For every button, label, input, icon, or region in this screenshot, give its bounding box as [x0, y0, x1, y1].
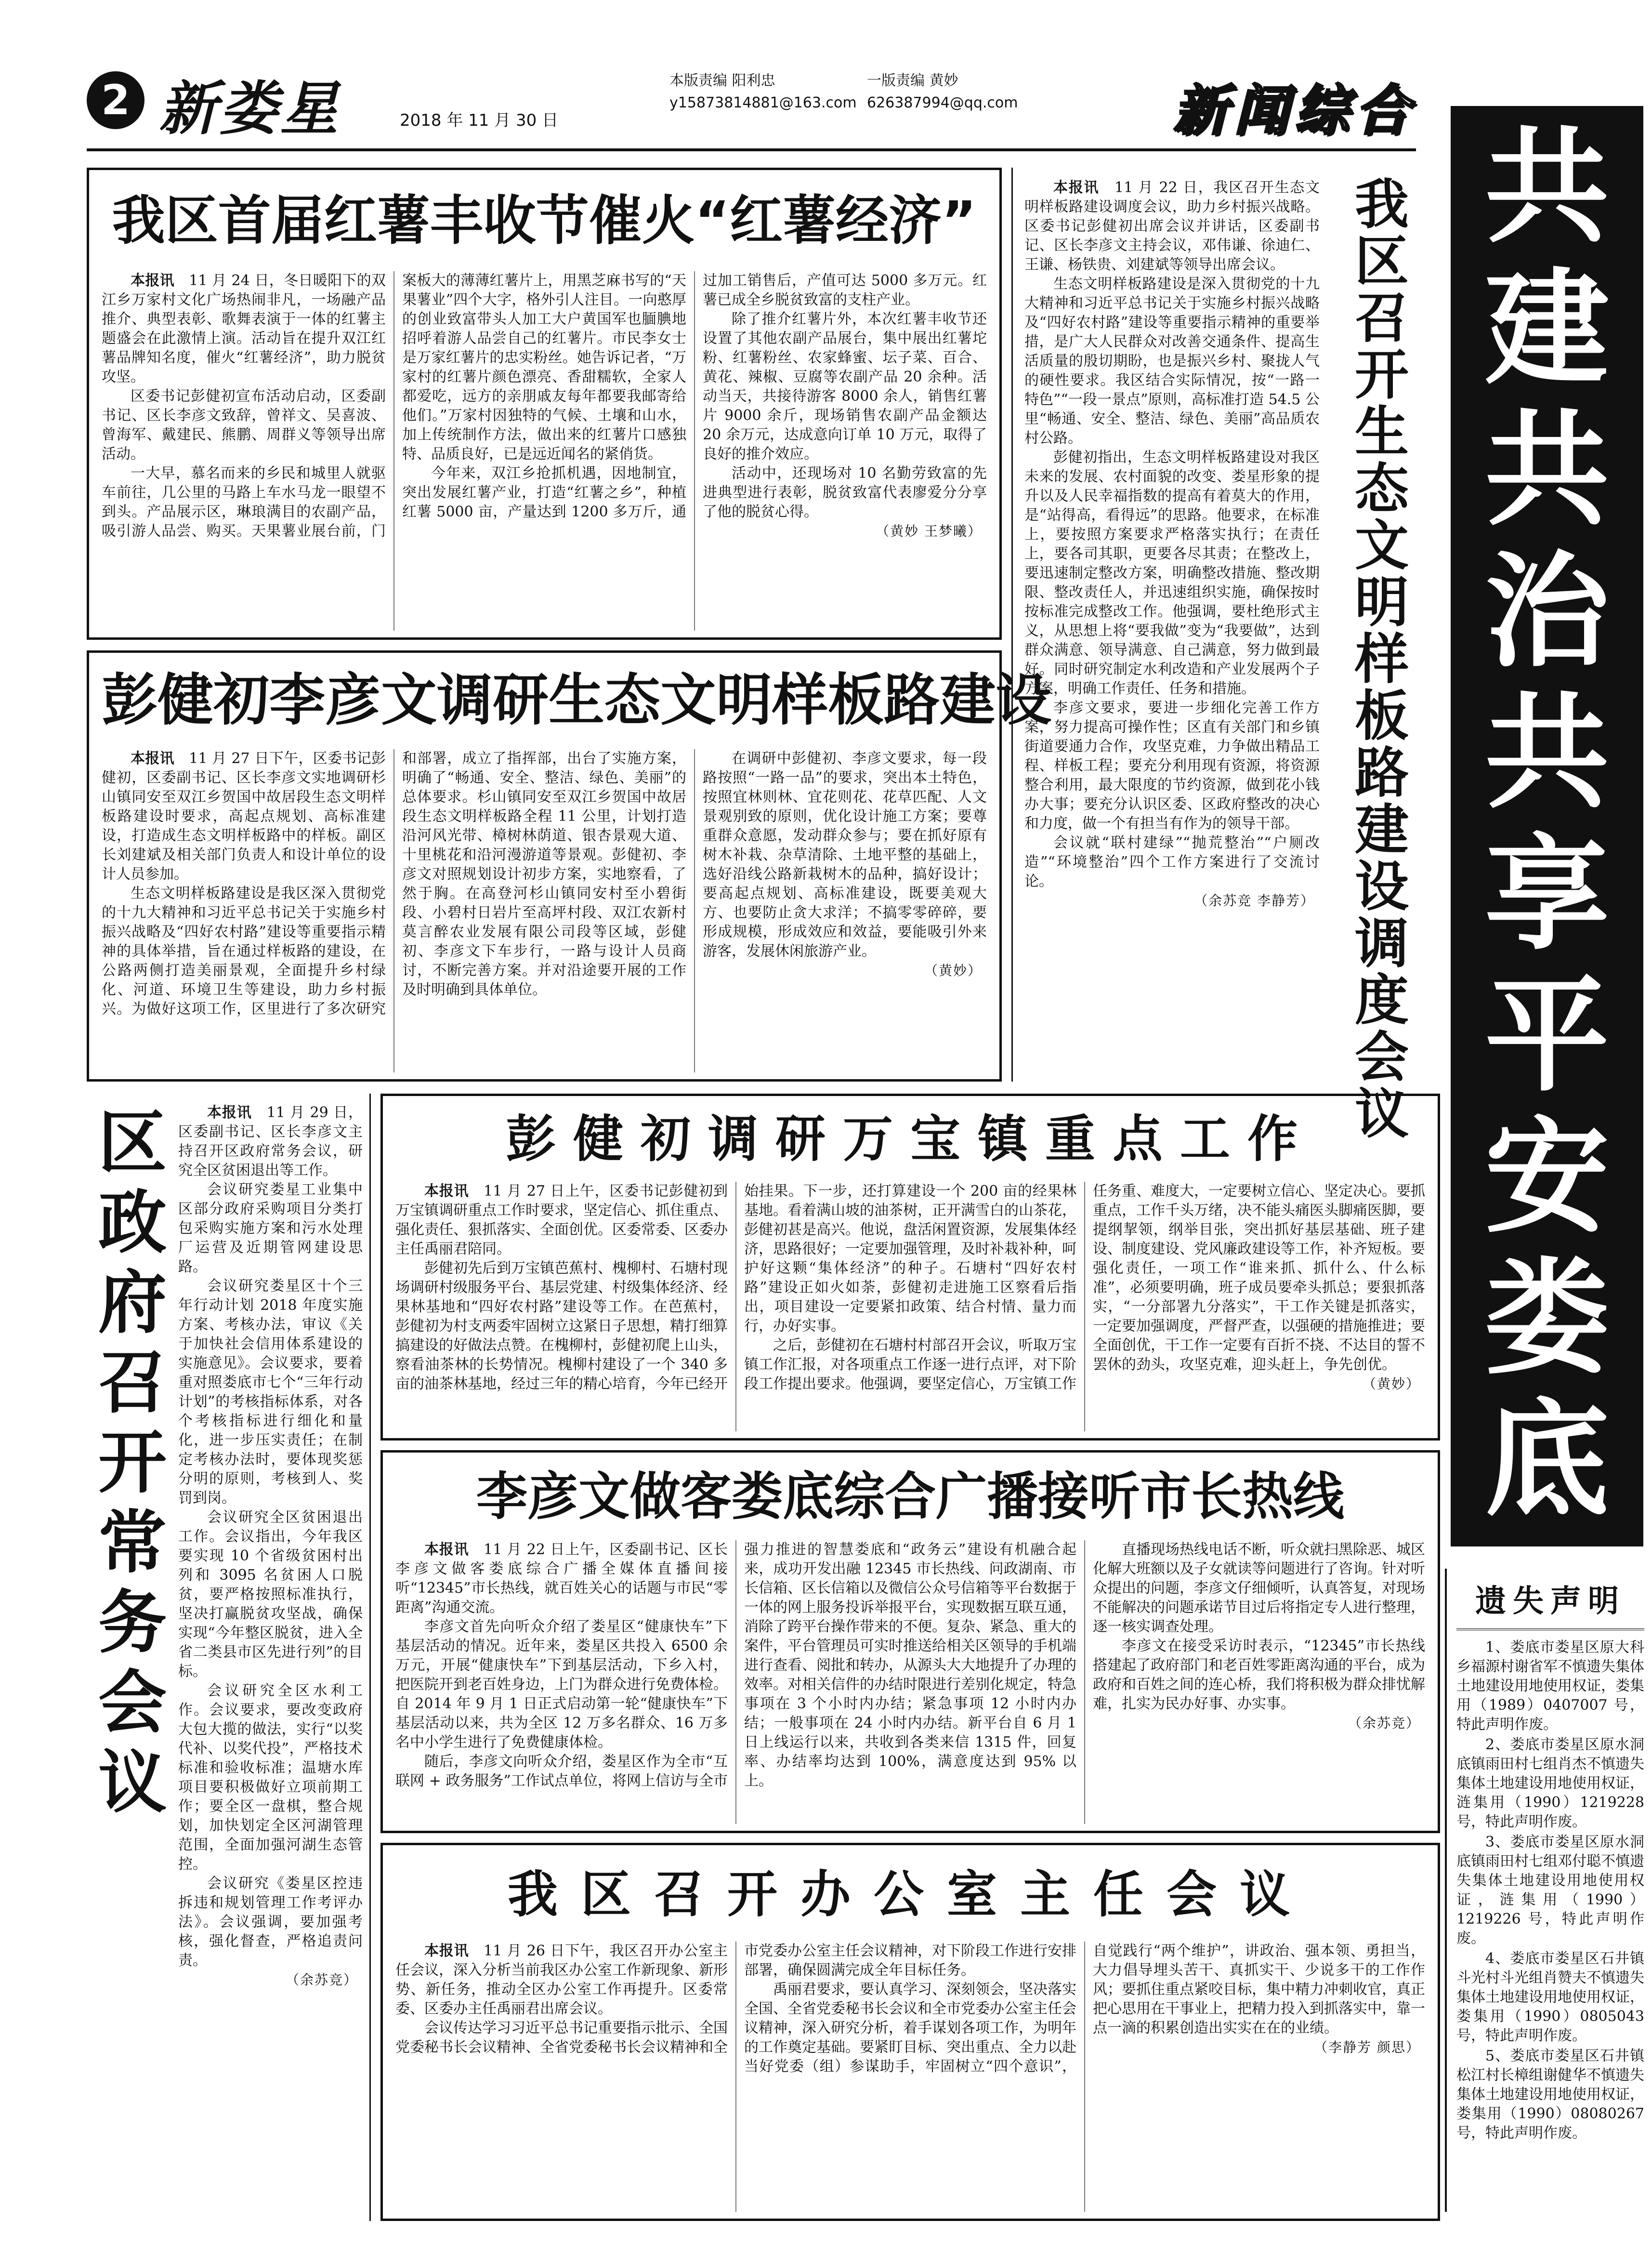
lost-notice-item: 4、娄底市娄星区石井镇斗光村斗光组肖赞夫不慎遗失集体土地建设用地使用权证，娄集用（1990）0805043 号，特此声明作废。 — [1456, 1950, 1644, 2044]
article-paragraph: 一大早，慕名而来的乡民和城里人就驱车前往，几公里的马路上车水马龙一眼望不到头。产品展示区，琳琅满目的农副产品，吸引游人品尝、购买。天果薯业展台前，门案板大的薄薄红薯片上，用黑芝麻书写的“天果薯业”四个大字，格外引人注目。一向憨厚的创业致富带头人加工大户黄国军也腼腆地招呼着游人品尝自己的红薯片。市民李女士是万家红薯片的忠实粉丝。她告诉记者，“万家村的红薯片颜色漂亮、香甜糯软，全家人都爱吃，远方的亲朋戚友每年都要我邮寄给他们。”万家村因独特的气候、土壤和山水，加上传统制作方法，做出来的红薯片口感独特、品质良好，已是远近闻名的紧俏货。 — [102, 272, 686, 540]
article-paragraph: 随后，李彦文向听众介绍，娄星区作为全市“互联网 + 政务服务”工作试点单位，将网上信访与全市强力推进的智慧娄底和“政务云”建设有机融合起来，成功开发出融 12345 市长热线、问政湖南、市长信箱、区长信箱以及微信公众号信箱等平台数据于一体的网上服务投诉举报平台，实现数据互联互通，消除了跨平台操作带来的不便。复杂、紧急、重大的案件，平台管理员可实时推送给相关区领导的手机端进行查看、阅批和转办，从源头大大地提升了办理的效率。对相关信件的办结时限进行差别化规定，特急事项在 3 个小时内办结；紧急事项 12 小时内办结；一般事项在 24 小时内办结。新平台自 6 月 1 日上线运行以来，共收到各类来信 1315 件，回复率、办结率均达到 100%，满意度达到 95% 以上。 — [395, 1541, 1076, 1789]
lost-notice-body — [1456, 1638, 1644, 2144]
article-paragraph — [178, 1103, 363, 1180]
publication-date: 2018 年 11 月 30 日 — [400, 111, 559, 130]
article-body — [395, 1942, 1425, 2212]
article-byline: （余苏竞） — [1348, 1715, 1420, 1731]
page-editor-email: y15873814881@163.com — [669, 94, 857, 111]
article-paragraph: 会议研究娄星工业集中区部分政府采购项目分类打包采购实施方案和污水处理厂运营及近期管网建设思路。 — [178, 1181, 363, 1275]
article-paragraph: 直播现场热线电话不断，听众就扫黑除恶、城区化解大班额以及子女就读等问题进行了咨询。针对听众提出的问题，李彦文仔细倾听，认真答复，对现场不能解决的问题承诺节目过后将指定专人进行整理，逐一核实调查处理。 — [1093, 1541, 1425, 1635]
dateline-tag: 本报讯 — [207, 1104, 252, 1121]
page-number: 2 — [87, 71, 144, 129]
article-paragraph: 禹丽君要求，要认真学习、深刻领会，坚决落实全国、全省党委秘书长会议和全市党委办公室主任会议精神，深入研究分析，着手谋划各项工作，为明年的工作奠定基础。要紧盯目标、突出重点、全力以赴当好党委（组）参谋助手，牢固树立“四个意识”，自觉践行“两个维护”，讲政治、强本领、勇担当，大力倡导埋头苦干、真抓实干、少说多干的工作作风；要抓住重点紧咬目标，集中精力冲刺收官，真正把心思用在干事业上，把精力投入到抓落实中，靠一点一滴的积累创造出实实在在的业绩。 — [744, 1943, 1425, 2075]
article-paragraph-text: 11 月 27 日下午，区委书记彭健初，区委副书记、区长李彦文实地调研杉山镇同安至双江乡贺国中故居段生态文明样板路建设时要求，高起点规划、高标准建设，打造成生态文明样板路中的样板。副区长刘建斌及相关部门负责人和设计单位的设计人员参加。 — [102, 750, 386, 883]
lost-notice-item: 3、娄底市娄星区原水洞底镇雨田村七组邓付聪不慎遗失集体土地建设用地使用权证，涟集用（1990）1219226 号，特此声明作废。 — [1456, 1834, 1644, 1947]
banner-character: 安 — [1485, 1105, 1609, 1250]
article-sweet-potato — [87, 168, 1002, 640]
article-hotline — [380, 1450, 1440, 1833]
lost-notice-item: 1、娄底市娄星区原大科乡福源村谢省军不慎遗失集体土地建设用地使用权证，娄集用（1989）0407007 号，特此声明作废。 — [1456, 1639, 1644, 1733]
article-paragraph — [1024, 178, 1320, 275]
article-byline: （李静芳 颜思） — [1314, 2039, 1420, 2055]
article-paragraph: 在调研中彭健初、李彦文要求，每一段路按照“一路一品”的要求，突出本土特色，按照宜林则林、宜花则花、花草匹配、人文景观别致的原则，优化设计施工方案；要尊重群众意愿，发动群众参与；要在抓好原有树木补栽、杂草清除、土地平整的基础上，选好沿线公路新栽树木的品种，搞好设计；要高起点规划、高标准建设，既要美观大方、也要防止贪大求洋；不搞零零碎碎，要形成规模，形成效应和效益，要能吸引外来游客，发展休闲旅游产业。 — [703, 750, 987, 960]
dateline-tag: 本报讯 — [1053, 179, 1100, 196]
article-headline: 彭健初调研万宝镇重点工作 — [505, 1110, 1315, 1168]
article-paragraph: 活动中，还现场对 10 名勤劳致富的先进典型进行表彰，脱贫致富代表廖爱分分享了他的脱贫心得。 — [703, 465, 987, 520]
masthead — [87, 63, 1416, 145]
article-byline: （黄妙） — [924, 963, 982, 978]
article-paragraph: 李彦文要求，要进一步细化完善工作方案，努力提高可操作性；区直有关部门和乡镇街道要通力合作，攻坚克难，力争做出精品工程、样板工程；要充分利用现有资源，将资源整合利用，最大限度的节约资源，做到花小钱办大事；要充分认识区委、区政府整改的决心和力度，做一个有担当有作为的领导干部。 — [1024, 700, 1320, 832]
article-paragraph-text: 11 月 22 日，我区召开生态文明样板路建设调度会议，助力乡村振兴战略。区委书记彭健初出席会议并讲话，区委副书记、区长李彦文主持会议，邓伟谦、徐迪仁、王谦、杨铁贵、刘建斌等领导出席会议。 — [1024, 179, 1320, 273]
article-paragraph — [395, 1942, 728, 2019]
dateline-tag: 本报讯 — [424, 1541, 469, 1558]
article-paragraph: 会议就“联村建绿”“抛荒整治”“户厕改造”“环境整治”四个工作方案进行了交流讨论。 — [1024, 834, 1320, 890]
article-eco-meeting — [1011, 168, 1440, 1146]
section-title: 新闻综合 — [1173, 79, 1416, 142]
dateline-tag: 本报讯 — [424, 1183, 469, 1200]
article-paragraph: 会议研究全区水利工作。会议要求，要改变政府大包大揽的做法，实行“以奖代补、以奖代投”，严格技术标准和验收标准；温塘水库项目要积极做好立项前期工作；要全区一盘棋，整合规划，加快划定全区河湖管理范围，全面加强河湖生态管控。 — [178, 1682, 363, 1873]
article-paragraph-text: 11 月 26 日下午，我区召开办公室主任会议，深入分析当前我区办公室工作新现象、新形势、新任务，推动全区办公室工作再提升。区委常委、区委办主任禹丽君出席会议。 — [395, 1943, 728, 2017]
article-byline: （余苏竞 李静芳） — [1194, 893, 1315, 909]
article-paragraph: 生态文明样板路建设是我区深入贯彻党的十九大精神和习近平总书记关于实施乡村振兴战略及“四好农村路”建设等重要指示精神的具体举措，旨在通过样板路的建设，在公路两侧打造美丽景观，全面提升乡村绿化、河道、环境卫生等建设，助力乡村振兴。为做好这项工作，区里进行了多次研究和部署，成立了指挥部，出台了实施方案，明确了“畅通、安全、整洁、绿色、美丽”的总体要求。杉山镇同安至双江乡贺国中故居段生态文明样板路全程 11 公里，计划打造沿河风光带、樟树林荫道、银杏景观大道、十里桃花和沿河漫游道等景观。彭健初、李彦文对照规划设计初步方案，实地察看，了然于胸。在高登河杉山镇同安村至小碧街段、小碧村日岩片至高坪村段、双江农新村莫言醉农业发展有限公司段等区域，彭健初、李彦文下车步行，一路与设计人员商讨，不断完善方案。并对沿途要开展的工作及时明确到具体单位。 — [102, 750, 686, 1018]
article-paragraph: 除了推介红薯片外，本次红薯丰收节还设置了其他农副产品展台，集中展出红薯坨粉、红薯粉丝、农家蜂蜜、坛子菜、百合、黄花、辣椒、豆腐等农副产品 20 余种。活动当天，共接待游客 8000 余人，销售红薯片 9000 余斤，现场销售农副产品金额达 20 余万元，达成意向订单 10 万元，取得了良好的推介效应。 — [703, 311, 987, 463]
article-paragraph: 李彦文首先向听众介绍了娄星区“健康快车”下基层活动的情况。近年来，娄星区共投入 6500 余万元，开展“健康快车”下到基层活动，下乡入村，把医院开到老百姓身边，上门为群众进行免费体检。自 2014 年 9 月 1 日正式启动第一轮“健康快车”下基层活动以来，共为全区 12 万多名群众、16 万多名中小学生进行了免费健康体检。 — [395, 1618, 728, 1751]
article-body — [395, 1182, 1425, 1431]
masthead-rule — [87, 148, 1416, 151]
article-wanbao — [380, 1094, 1440, 1441]
article-paragraph: 彭健初先后到万宝镇芭蕉村、槐柳村、石塘村现场调研村级服务平台、基层党建、村级集体经济、经果林基地和“四好农村路”建设等工作。在芭蕉村，彭健初为村支两委牢固树立这紧日子思想，精打细算搞建设的好做法点赞。在槐柳村，彭健初爬上山头，察看油茶林的长势情况。槐柳村建设了一个 340 多亩的油茶林基地，经过三年的精心培育，今年已经开始挂果。下一步，还打算建设一个 200 亩的经果林基地。看着满山坡的油茶树，正开满雪白的山茶花，彭健初甚是高兴。他说，盘活闲置资源，发展集体经济，思路很好；一定要加强管理，及时补栽补种，呵护好这颗“集体经济”的种子。石塘村“四好农村路”建设正如火如荼，彭健初走进施工区察看后指出，项目建设一定要紧扣政策、结合村情、量力而行，办好实事。 — [395, 1183, 1076, 1392]
article-headline: 彭健初李彦文调研生态文明样板路建设 — [102, 668, 1051, 733]
article-paragraph: 之后，彭健初在石塘村村部召开会议，听取万宝镇工作汇报，对各项重点工作逐一进行点评，对下阶段工作提出要求。他强调，要坚定信心，万宝镇工作任务重、难度大，一定要树立信心、坚定决心。要抓重点，工作千头万绪，决不能头痛医头脚痛医脚，要提纲挈领，纲举目张，突出抓好基层基础、班子建设、制度建设、党风廉政建设等工作，补齐短板。要强化责任，一项工作“谁来抓、抓什么、什么标准”，必须要明确，班子成员要牵头抓总；要狠抓落实，“一分部署九分落实”，干工作关键是抓落实，一定要加强调度，严督严查，以强硬的措施推进；要全面创优，干工作一定要有百折不挠、不达目的誓不罢休的劲头，攻坚克难，迎头赶上，争先创优。 — [744, 1183, 1425, 1392]
article-body — [178, 1103, 363, 2211]
dateline-tag: 本报讯 — [131, 750, 174, 767]
article-gov-meeting — [87, 1094, 371, 2221]
lost-notice-item: 2、娄底市娄星区原水洞底镇雨田村七组肖杰不慎遗失集体土地建设用地使用权证，涟集用（1990）1219228 号，特此声明作废。 — [1456, 1736, 1644, 1830]
article-paragraph: 会议研究全区贫困退出工作。会议指出，今年我区要实现 10 个省级贫困村出列和 3095 名贫困人口脱贫，要严格按照标准执行，坚决打赢脱贫攻坚战，确保实现“今年整区脱贫，进入全省二类县市区先进行列”的目标。 — [178, 1509, 363, 1680]
banner-character: 共 — [1485, 398, 1609, 543]
article-paragraph: 彭健初指出，生态文明样板路建设对我区未来的发展、农村面貌的改变、娄星形象的提升以及人民幸福指数的提高有着莫大的作用，是“站得高，看得远”的思路。他要求，在标准上，要按照方案要求严格落实执行；在责任上，要各司其职，更要各尽其责；在整改上，要迅速制定整改方案，明确整改措施、整改期限、整改责任人，并迅速组织实施，确保按时按标准完成整改工作。他强调，要杜绝形式主义，从思想上将“要我做”变为“我要做”，达到群众满意、领导满意、自己满意，努力做到最好。同时研究制定水利改造和产业发展两个子方案，明确工作责任、任务和措施。 — [1024, 449, 1320, 697]
banner-character: 底 — [1485, 1388, 1609, 1533]
front-page-editor-email: 626387994@qq.com — [867, 94, 1018, 111]
article-paragraph: 会议研究《娄星区控违拆违和规划管理工作考评办法》。会议强调，要加强考核，强化督查，严格追责问责。 — [178, 1875, 363, 1969]
article-paragraph-text: 11 月 27 日上午，区委书记彭健初到万宝镇调研重点工作时要求，坚定信心、抓住重点、强化责任、狠抓落实、全面创优。区委常委、区委办主任禹丽君陪同。 — [395, 1183, 728, 1257]
article-byline: （余苏竞） — [285, 1972, 358, 1988]
banner-character: 治 — [1485, 539, 1609, 684]
article-body — [102, 749, 987, 1072]
article-paragraph — [102, 271, 386, 387]
article-paragraph-text: 11 月 24 日，冬日暖阳下的双江乡万家村文化广场热闹非凡，一场融产品推介、典型表彰、歌舞表演于一体的红薯主题盛会在此激情上演。活动旨在提升双江红薯品牌知名度，催火“红薯经济”，助力脱贫攻坚。 — [102, 272, 386, 385]
article-headline-vertical: 区 政 府 召 开 常 务 会 议 — [98, 1103, 167, 1823]
article-paragraph-text: 11 月 22 日上午，区委副书记、区长李彦文做客娄底综合广播全媒体直播间接听“12345”市长热线，就百姓关心的话题与市民“零距离”沟通交流。 — [395, 1541, 728, 1616]
article-paragraph-text: 11 月 29 日，区委副书记、区长李彦文主持召开区政府常务会议，研究全区贫困退出等工作。 — [178, 1104, 363, 1179]
article-body — [1024, 178, 1320, 1072]
article-paragraph: 李彦文在接受采访时表示，“12345”市长热线搭建起了政府部门和老百姓零距离沟通的平台，成为政府和百姓之间的连心桥，我们将积极为群众排忧解难，扎实为民办好事、办实事。 — [1093, 1638, 1425, 1712]
banner-character: 享 — [1485, 822, 1609, 967]
article-paragraph: 会议传达学习习近平总书记重要指示批示、全国党委秘书长会议精神、全省党委秘书长会议精神和全市党委办公室主任会议精神，对下阶段工作进行安排部署，确保圆满完成全年目标任务。 — [395, 1943, 1076, 2056]
article-headline: 我区首届红薯丰收节催火“红薯经济” — [112, 190, 977, 251]
article-headline: 我区召开办公室主任会议 — [507, 1865, 1313, 1924]
article-paragraph — [102, 749, 386, 884]
dateline-tag: 本报讯 — [131, 272, 174, 289]
article-eco-road — [87, 650, 1051, 1082]
article-body — [102, 271, 987, 631]
banner-character: 共 — [1485, 115, 1609, 260]
banner-character: 共 — [1485, 681, 1609, 826]
article-paragraph — [395, 1182, 728, 1259]
lost-notice-column — [1445, 1569, 1647, 2212]
article-paragraph: 会议研究娄星区十个三年行动计划 2018 年度实施方案、考核办法，审议《关于加快社会信用体系建设的实施意见》。会议要求，要着重对照娄底市七个“三年行动计划”的考核指标体系，对各个考核指标进行细化和量化，进一步压实责任；在制定考核办法时，要体现奖惩分明的原则，考核到人、奖罚到岗。 — [178, 1278, 363, 1507]
lost-notice-title: 遗失声明 — [1456, 1573, 1644, 1630]
article-byline: （黄妙 王梦曦） — [876, 523, 982, 539]
article-office — [380, 1843, 1440, 2221]
dateline-tag: 本报讯 — [424, 1943, 469, 1959]
page-editor: 本版责编 阳利忠 — [669, 72, 775, 89]
article-paragraph: 今年来，双江乡抢抓机遇，因地制宜，突出发展红薯产业，打造“红薯之乡”，种植红薯 5000 亩，产量达到 1200 多万斤，通过加工销售后，产值可达 5000 多万元。红薯已成全乡脱贫致富的支柱产业。 — [402, 272, 987, 520]
banner-character: 平 — [1485, 964, 1609, 1109]
paper-name-logo: 新娄星 — [159, 75, 341, 143]
article-paragraph: 区委书记彭健初宣布活动启动，区委副书记、区长李彦文致辞，曾祥文、吴喜波、曾海军、戴建民、熊鹏、周群义等领导出席活动。 — [102, 388, 386, 463]
banner-character: 建 — [1485, 256, 1609, 401]
article-headline-vertical: 我 区 召 开 生 态 文 明 样 板 路 建 设 调 度 会 议 — [1355, 173, 1409, 1146]
banner-character: 娄 — [1485, 1246, 1609, 1391]
article-paragraph: 生态文明样板路建设是深入贯彻党的十九大精神和习近平总书记关于实施乡村振兴战略及“四好农村路”建设等重要指示精神的重要举措，是广大人民群众对改善交通条件、提高生活质量的殷切期盼，也是振兴乡村、聚拢人气的硬性要求。我区结合实际情况，按“一路一特色”“一段一景点”原则，高标准打造 54.5 公里“畅通、安全、整洁、绿色、美丽”高品质农村公路。 — [1024, 276, 1320, 447]
slogan-banner — [1451, 106, 1643, 1546]
front-page-editor: 一版责编 黄妙 — [867, 72, 958, 89]
lost-notice-item: 5、娄底市娄星区石井镇松江村长樟组谢健华不慎遗失集体土地建设用地使用权证，娄集用（1990）08080267 号，特此声明作废。 — [1456, 2048, 1644, 2141]
article-paragraph — [395, 1540, 728, 1617]
article-byline: （黄妙） — [1362, 1376, 1420, 1392]
article-headline: 李彦文做客娄底综合广播接听市长热线 — [476, 1467, 1344, 1526]
article-body — [395, 1540, 1425, 1824]
